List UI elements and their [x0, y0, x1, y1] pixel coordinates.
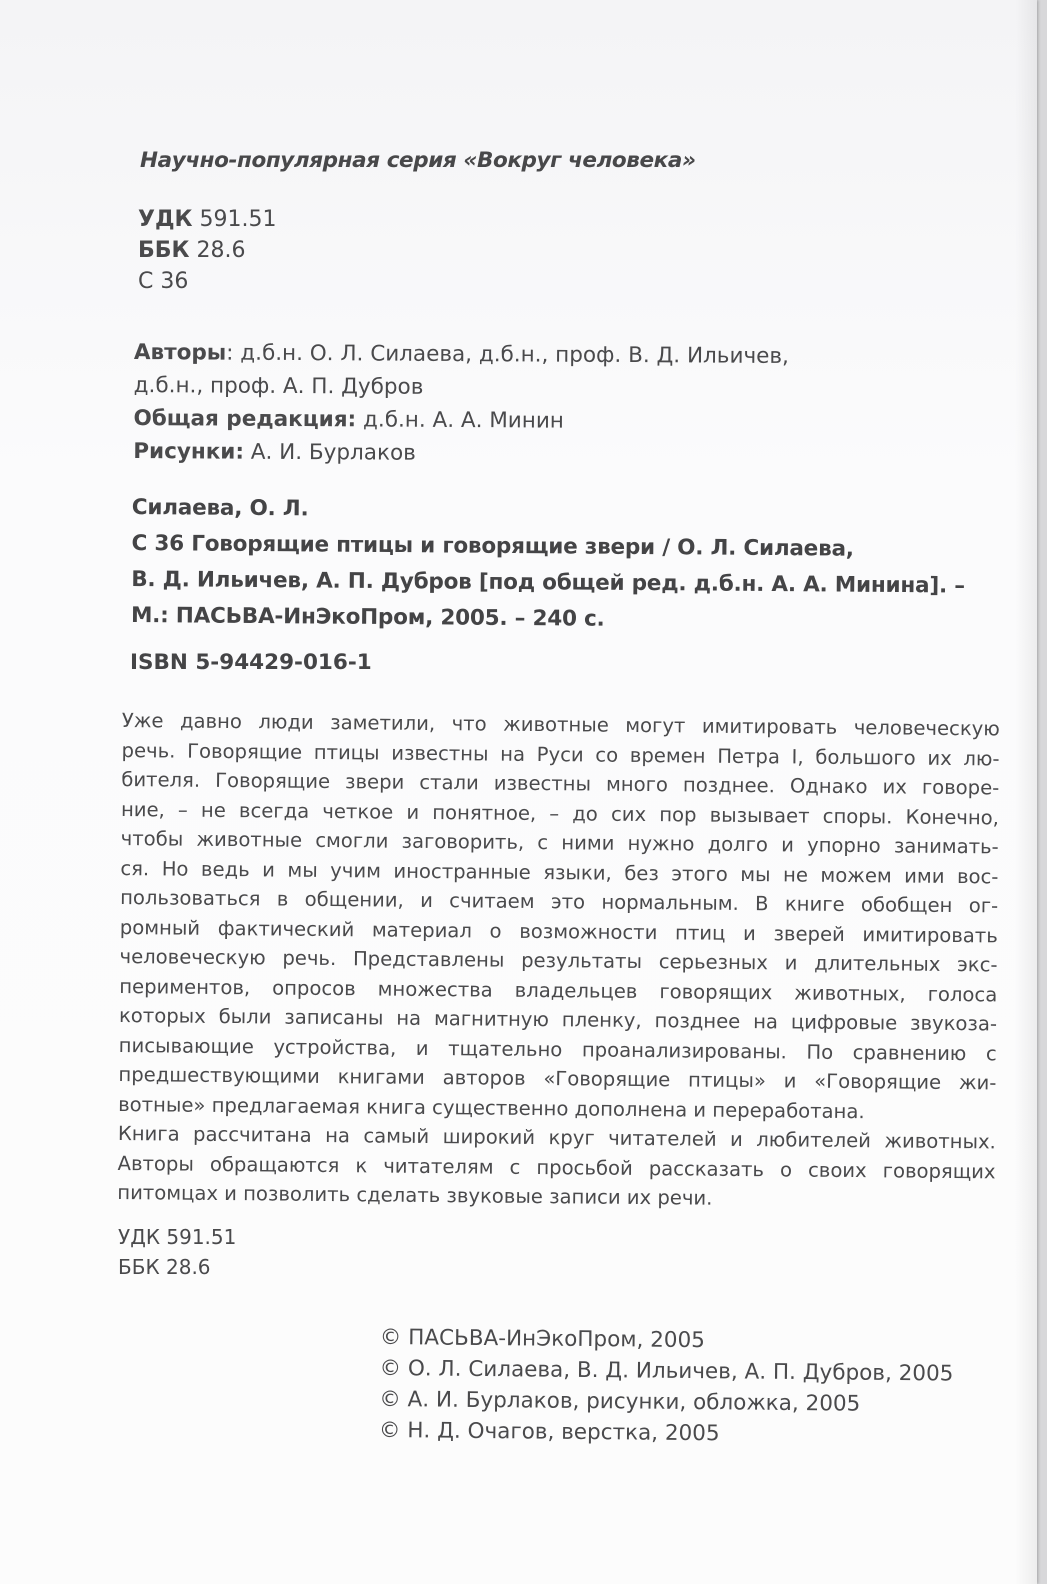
footer-classification-codes: [118, 1222, 236, 1282]
bibliographic-record: [131, 490, 966, 641]
annotation-line: Книга рассчитана на самый широкий круг читателей и любителей животных.: [117, 1121, 996, 1154]
series-title: Научно-популярная серия «Вокруг человека»: [140, 148, 696, 173]
udk-label: УДК: [138, 207, 193, 232]
annotation-line: которых были записаны на магнитную пленку, позднее на цифровые звукоза-: [118, 1003, 998, 1036]
annotation-line: периментов, опросов множества владельцев говорящих животных, голоса: [119, 974, 998, 1006]
annotation-line: ся. Но ведь и мы учим иностранные языки, без этого мы не можем ими вос-: [120, 856, 999, 888]
biblio-line: В. Д. Ильичев, А. П. Дубров [под общей ред. д.б.н. А. А. Минина]. –: [131, 566, 965, 599]
annotation-line: писывающие устройства, и тщательно проанализированы. По сравнению с: [118, 1033, 997, 1065]
biblio-line: М.: ПАСЬВА-ИнЭкоПром, 2005. – 240 с.: [130, 602, 605, 632]
annotation-line: питомцах и позволить сделать звуковые записи их речи.: [117, 1180, 713, 1210]
udk-code: [138, 204, 277, 235]
copyright-line: © А. И. Бурлаков, рисунки, обложка, 2005: [379, 1386, 861, 1417]
editor-label: Общая редакция:: [133, 405, 357, 433]
author-mark-value: С 36: [138, 269, 189, 294]
drawings-line: [133, 435, 788, 472]
copyright-line: © ПАСЬВА-ИнЭкоПром, 2005: [379, 1324, 706, 1354]
editor-line: [133, 402, 788, 439]
author-mark: [138, 266, 277, 297]
bbk-value: 28.6: [196, 238, 246, 263]
credits: [133, 336, 789, 472]
authors-line-continued: д.б.н., проф. А. П. Дубров: [133, 372, 424, 400]
annotation-line: человеческую речь. Представлены результаты серьезных и длительных экс-: [119, 944, 998, 977]
annotation-line: вотные» предлагаемая книга существенно дополнена и переработана.: [118, 1092, 865, 1123]
annotation-line: ние, – не всегда четкое и понятное, – до сих пор вызывает споры. Конечно,: [120, 797, 1000, 829]
annotation-line: Уже давно люди заметили, что животные могут имитировать человеческую: [121, 708, 1000, 741]
copyright-block: [379, 1322, 954, 1452]
copyright-line: © Н. Д. Очагов, верстка, 2005: [378, 1417, 720, 1447]
footer-bbk: ББК 28.6: [118, 1255, 211, 1279]
annotation-line: бителя. Говорящие звери стали известны много позднее. Однако их говоре-: [121, 767, 1000, 800]
annotation-line: речь. Говорящие птицы известны на Руси со времен Петра I, большого их лю-: [121, 738, 1000, 770]
isbn: ISBN 5-94429-016-1: [130, 650, 372, 675]
classification-codes: [138, 204, 277, 297]
annotation-line: Авторы обращаются к читателям с просьбой рассказать о своих говорящих: [117, 1151, 996, 1183]
page-edge-shadow: [1015, 0, 1037, 1584]
authors-line: [134, 336, 789, 373]
drawings-label: Рисунки:: [133, 438, 245, 465]
annotation-line: пользоваться в общении, и считаем это нормальным. В книге обобщен ог-: [120, 885, 999, 918]
biblio-line: С 36 Говорящие птицы и говорящие звери / О. Л. Силаева,: [131, 530, 854, 562]
editor-value: д.б.н. А. А. Минин: [356, 407, 564, 434]
biblio-line: Силаева, О. Л.: [131, 494, 309, 522]
bbk-label: ББК: [138, 238, 190, 263]
annotation-line: чтобы животные смогли заговорить, с ними нужно долго и упорно занимать-: [120, 826, 999, 859]
annotation-line: ромный фактический материал о возможности птиц и зверей имитировать: [119, 915, 998, 947]
bbk-code: [138, 235, 277, 266]
annotation-line: предшествующими книгами авторов «Говорящие птицы» и «Говорящие жи-: [118, 1062, 997, 1095]
copyright-line: © О. Л. Силаева, В. Д. Ильичев, А. П. Дубров, 2005: [379, 1355, 954, 1387]
annotation: [117, 706, 1000, 1216]
authors-label: Авторы: [133, 339, 227, 366]
authors-value: : д.б.н. О. Л. Силаева, д.б.н., проф. В. Д. Ильичев,: [226, 340, 789, 370]
drawings-value: А. И. Бурлаков: [243, 439, 416, 466]
footer-udk: УДК 591.51: [118, 1225, 237, 1249]
udk-value: 591.51: [199, 207, 277, 232]
